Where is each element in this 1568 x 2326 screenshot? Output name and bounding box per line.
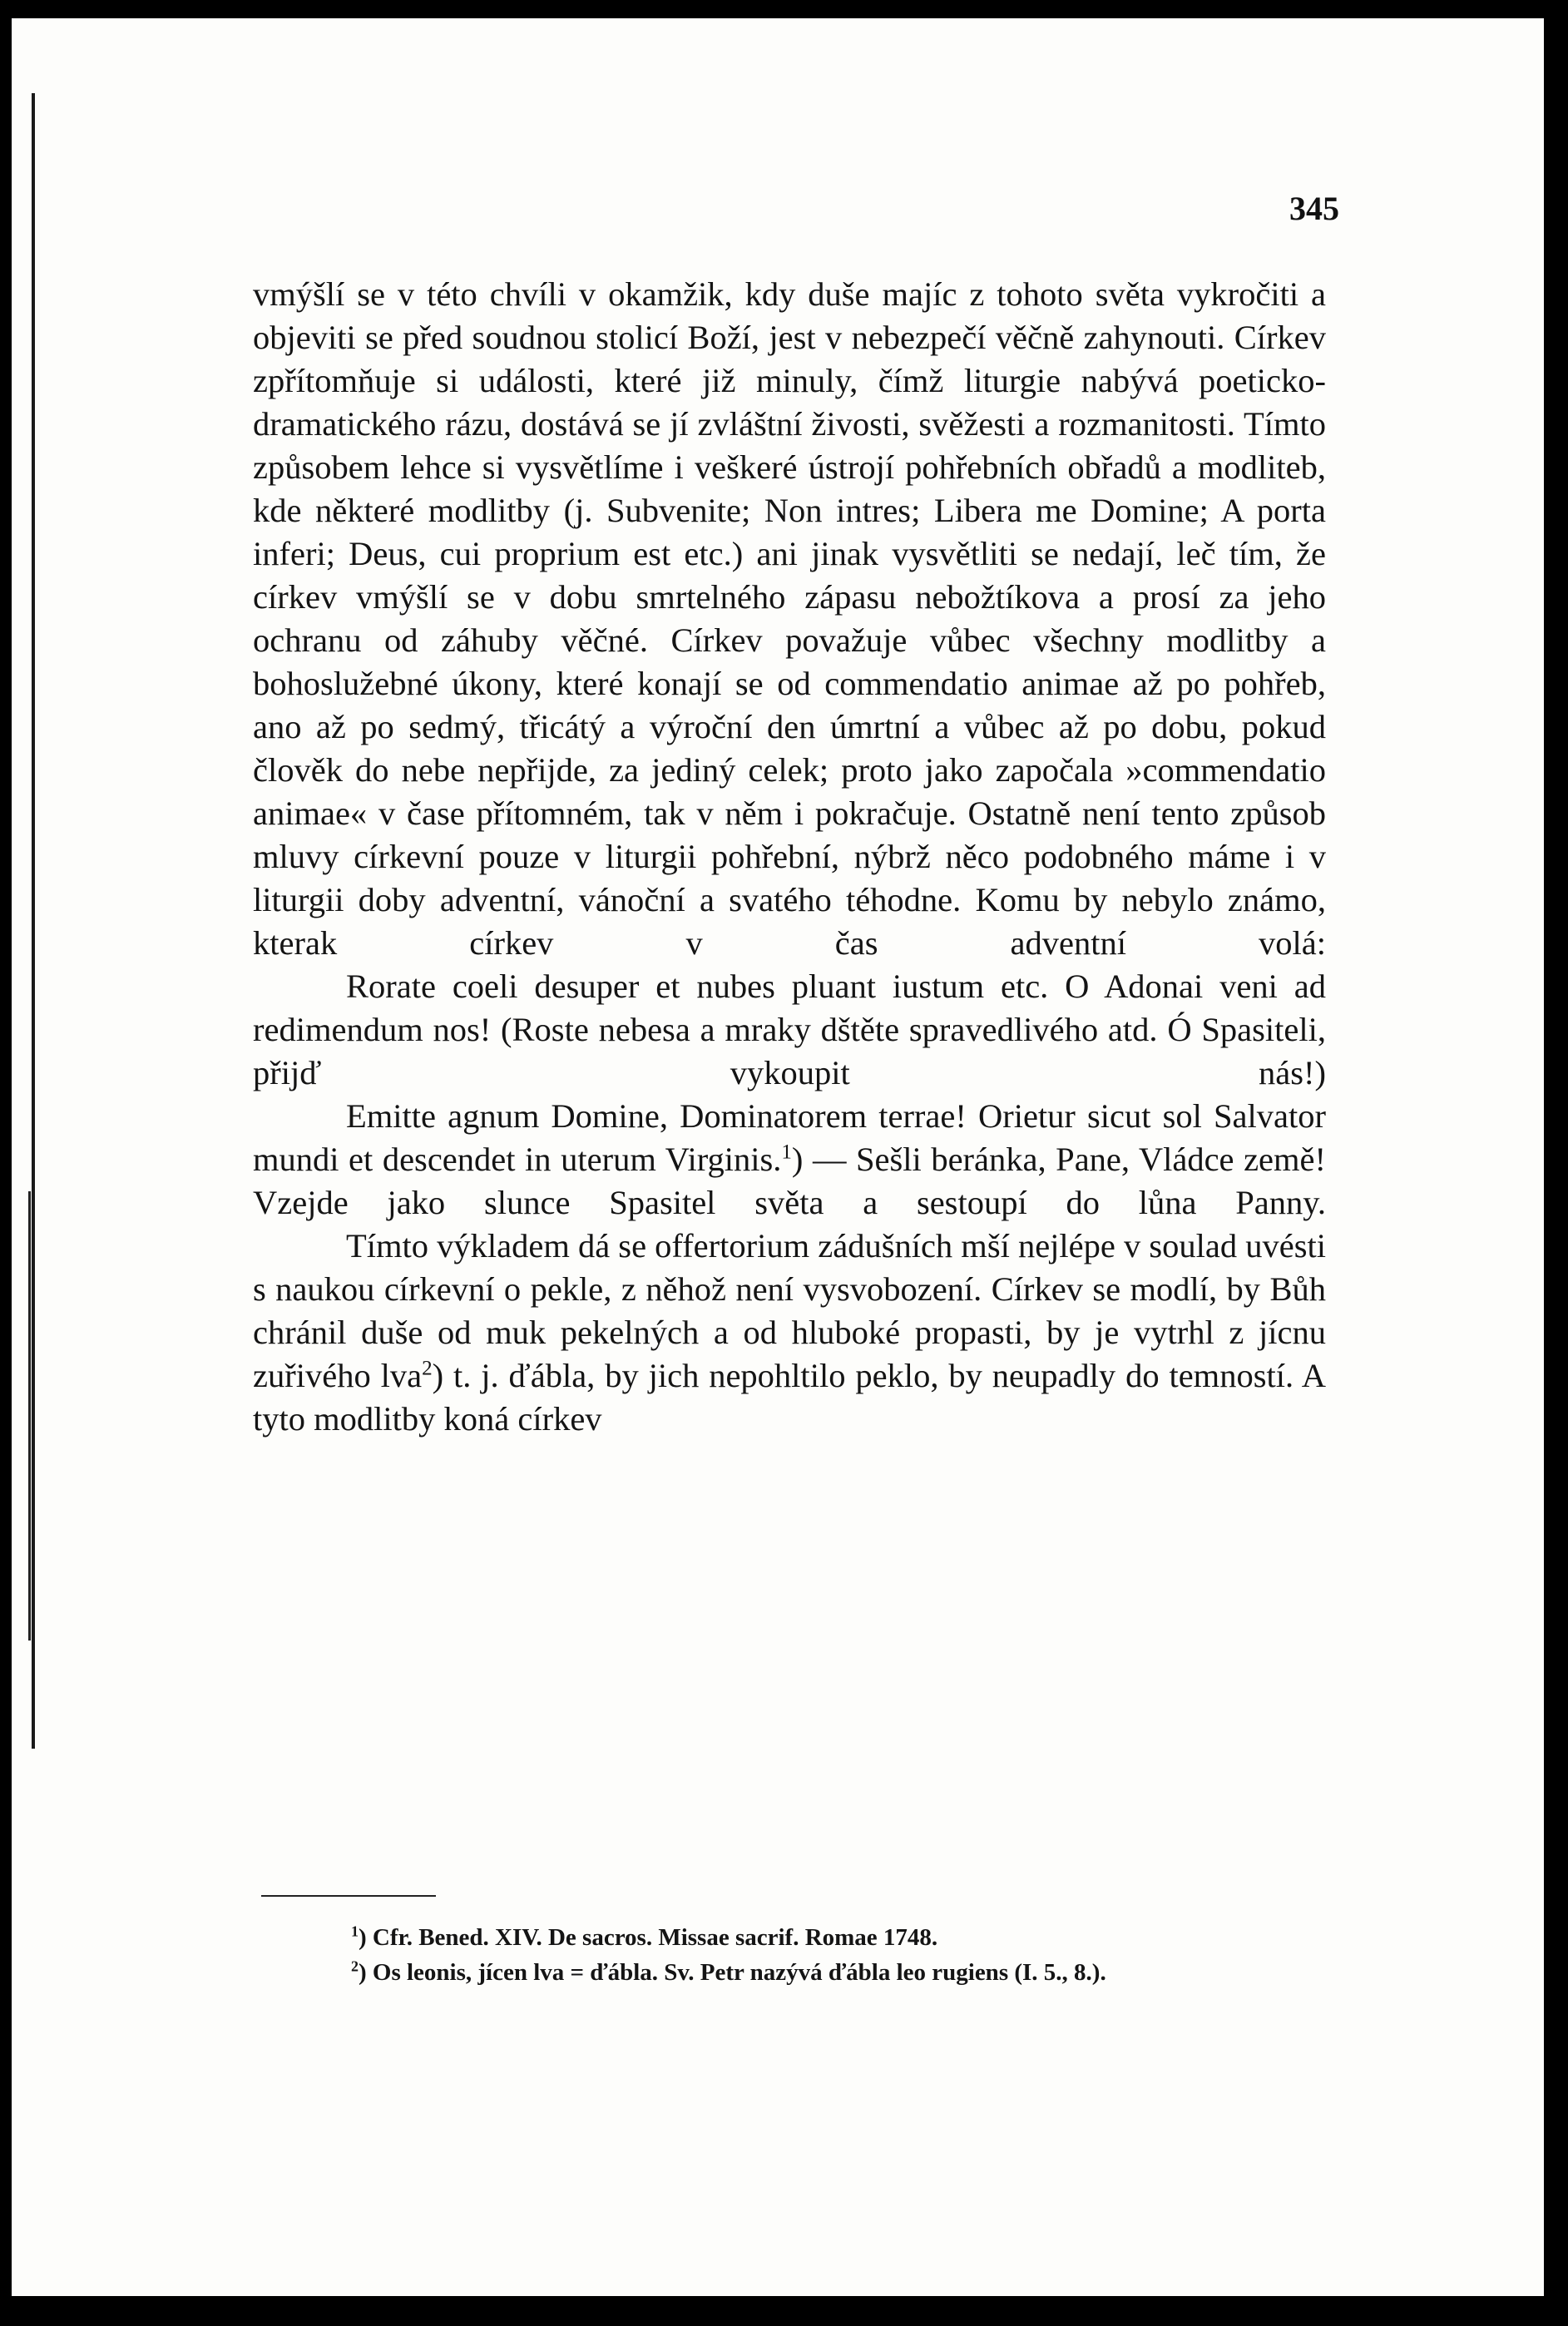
main-text — [253, 273, 1326, 1441]
footnote-1-text: ) Cfr. Bened. XIV. De sacros. Missae sacrif. Romae 1748. — [358, 1924, 938, 1951]
footnote-1 — [253, 1920, 1326, 1955]
quote-emitte-translation: ) — Sešli beránka, Pane, Vládce země! Vzejde jako slunce Spasitel světa a sestoupí do lůna Panny. — [253, 1141, 1326, 1221]
footnote-divider — [261, 1895, 436, 1897]
book-page — [12, 18, 1544, 2296]
quote-emitte-text: Emitte agnum Domine, Dominatorem terrae! Orietur sicut sol Salvator mundi et descendet in uterum Virginis. — [253, 1097, 1326, 1178]
footnote-2 — [253, 1955, 1326, 1990]
footnote-1-mark: 1 — [351, 1923, 359, 1940]
binding-edge-line — [32, 93, 35, 1749]
footnote-2-text: ) Os leonis, jícen lva = ďábla. Sv. Petr nazývá ďábla leo rugiens (I. 5., 8.). — [358, 1959, 1106, 1986]
closing-text-part1: Tímto výkladem dá se offertorium zádušních mší nejlépe v soulad uvésti s naukou církevní o pekle, z něhož není vysvobození. Církev se modlí, by Bůh chránil duše od muk pekelných a od hluboké propasti, by je vytrhl z jícnu zuřivého lva — [253, 1227, 1326, 1394]
quote-rorate: Rorate coeli desuper et nubes pluant iustum etc. O Adonai veni ad redimendum nos! (Roste nebesa a mraky dštěte spravedlivého atd. Ó Spasiteli, přijď vykoupit nás!) — [253, 968, 1326, 1091]
quote-emitte — [253, 1095, 1326, 1225]
paragraph-1: vmýšlí se v této chvíli v okamžik, kdy duše majíc z tohoto světa vykročiti a objeviti se před soudnou stolicí Boží, jest v nebezpečí věčně zahynouti. Církev zpřítomňuje si události, které již minuly, čímž liturgie nabývá poeticko-dramatického rázu, dostává se jí zvláštní živosti, svěžesti a rozmanitosti. Tímto způsobem lehce si vysvětlíme i veškeré ústrojí pohřebních obřadů a modliteb, kde některé modlitby (j. Subvenite; Non intres; Libera me Domine; A porta inferi; Deus, cui proprium est etc.) ani jinak vysvětliti se nedají, leč tím, že církev vmýšlí se v dobu smrtelného zápasu nebožtíkova a prosí za jeho ochranu od záhuby věčné. Církev považuje vůbec všechny modlitby a bohoslužebné úkony, které konají se od commendatio animae až po pohřeb, ano až po sedmý, třicátý a výroční den úmrtní a vůbec až po dobu, pokud člověk do nebe nepřijde, za jediný celek; proto jako započala »commendatio animae« v čase přítomném, tak v něm i pokračuje. Ostatně není tento způsob mluvy církevní pouze v liturgii pohřební, nýbrž něco podobného máme i v liturgii doby adventní, vánoční a svatého téhodne. Komu by nebylo známo, kterak církev v čas adventní volá: — [253, 275, 1326, 962]
footnote-2-mark: 2 — [351, 1957, 359, 1975]
closing-text-part2: ) t. j. ďábla, by jich nepohltilo peklo, by neupadly do temností. A tyto modlitby koná církev — [253, 1357, 1326, 1438]
binding-edge-line-secondary — [28, 1191, 31, 1641]
page-number: 345 — [1289, 190, 1339, 227]
footnote-ref-1[interactable]: 1 — [781, 1141, 792, 1164]
paragraph-closing — [253, 1225, 1326, 1441]
footnotes — [253, 1920, 1326, 1990]
footnote-ref-2[interactable]: 2 — [422, 1357, 433, 1380]
